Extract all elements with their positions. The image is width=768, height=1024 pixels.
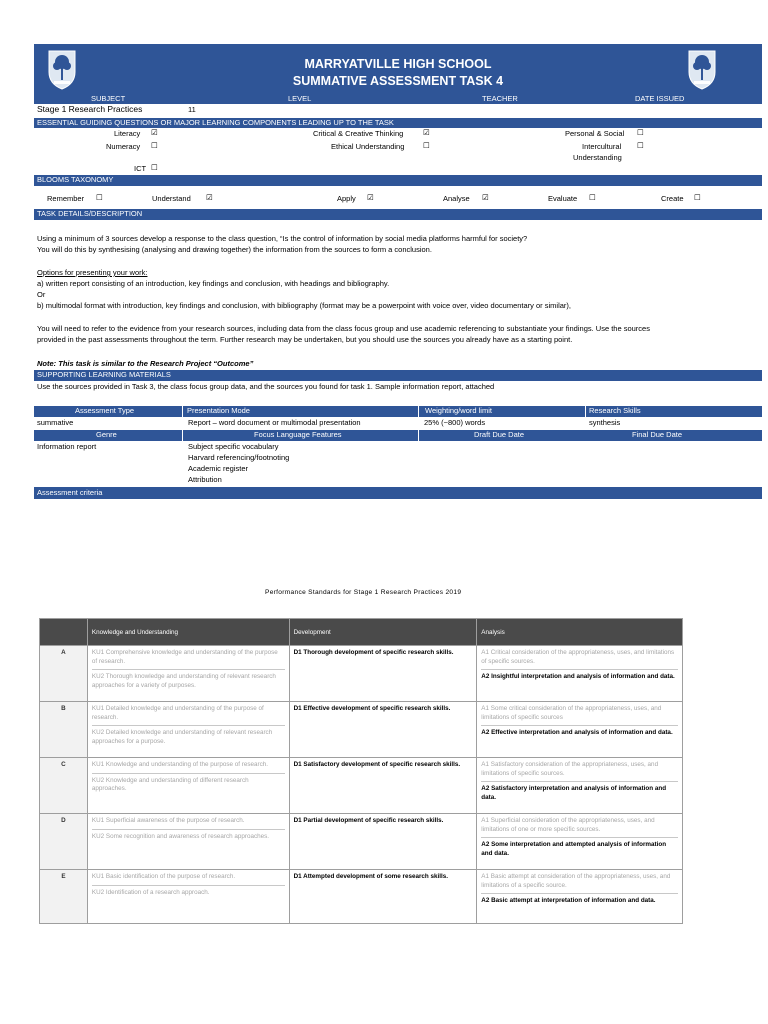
grade-d: D xyxy=(40,814,88,870)
a2-text: A2 Effective interpretation and analysis of information and data. xyxy=(481,725,678,741)
analysis-cell xyxy=(477,870,683,924)
evaluate-label: Evaluate xyxy=(548,194,578,203)
level-heading: LEVEL xyxy=(288,94,312,103)
research-skills-heading: Research Skills xyxy=(589,406,641,415)
criteria-title: Assessment criteria xyxy=(37,488,103,497)
ict-label: ICT xyxy=(134,164,147,173)
understand-label: Understand xyxy=(152,194,191,203)
a1-text: A1 Critical consideration of the appropriateness, uses, and limitations of specific sources. xyxy=(481,649,675,665)
ku2-text: KU2 Identification of a research approach. xyxy=(92,885,285,901)
personal-social-checkbox[interactable]: ☐ xyxy=(637,128,644,137)
grade-column-header xyxy=(40,619,88,646)
understand-checkbox[interactable]: ☑ xyxy=(206,193,213,202)
ku1-text: KU1 Superficial awareness of the purpose of research. xyxy=(91,817,245,824)
ku2-text: KU2 Thorough knowledge and understanding of relevant research approaches for a variety of purposes. xyxy=(92,669,285,693)
date-issued-heading: DATE ISSUED xyxy=(635,94,685,103)
ku2-text: KU2 Some recognition and awareness of research approaches. xyxy=(92,829,285,845)
info-bar xyxy=(34,94,762,104)
numeracy-checkbox[interactable]: ☐ xyxy=(151,141,158,150)
focus-feature-3: Academic register xyxy=(188,464,249,473)
subject-value: Stage 1 Research Practices xyxy=(37,104,143,114)
development-column-header: Development xyxy=(289,619,477,646)
ku1-text: KU1 Comprehensive knowledge and understanding of the purpose of research. xyxy=(91,649,278,665)
final-due-heading: Final Due Date xyxy=(632,430,683,439)
options-title: Options for presenting your work: xyxy=(37,268,148,277)
development-cell: D1 Thorough development of specific research skills. xyxy=(289,646,477,702)
grade-b: B xyxy=(40,702,88,758)
remember-label: Remember xyxy=(47,194,85,203)
a2-text: A2 Basic attempt at interpretation of information and data. xyxy=(481,893,678,909)
evaluate-checkbox[interactable]: ☐ xyxy=(589,193,596,202)
school-name: MARRYATVILLE HIGH SCHOOL xyxy=(304,57,492,71)
assessment-type-heading: Assessment Type xyxy=(75,406,135,415)
focus-feature-4: Attribution xyxy=(188,475,222,484)
table-row xyxy=(40,758,683,814)
research-skills-value: synthesis xyxy=(589,418,621,427)
task-line-2: You will do this by synthesising (analysing and drawing together) the information from the sources to form a conclusion. xyxy=(37,245,432,254)
development-cell: D1 Attempted development of some research skills. xyxy=(289,870,477,924)
presentation-mode-heading: Presentation Mode xyxy=(187,406,250,415)
intercultural-label: Intercultural xyxy=(582,142,622,151)
blooms-title: BLOOMS TAXONOMY xyxy=(37,175,114,184)
option-b: b) multimodal format with introduction, key findings and conclusion, with bibliography (format may be a powerpoint with voice over, video documentary or similar), xyxy=(37,301,571,310)
literacy-checkbox[interactable]: ☑ xyxy=(151,128,158,137)
ku1-text: KU1 Basic identification of the purpose of research. xyxy=(91,873,236,880)
table-row xyxy=(40,870,683,924)
analysis-cell xyxy=(477,646,683,702)
knowledge-cell xyxy=(87,870,289,924)
grade-c: C xyxy=(40,758,88,814)
focus-language-heading: Focus Language Features xyxy=(254,430,342,439)
task-note: Note: This task is similar to the Research Project “Outcome” xyxy=(37,359,254,368)
critical-thinking-checkbox[interactable]: ☑ xyxy=(423,128,430,137)
ethical-label: Ethical Understanding xyxy=(331,142,405,151)
development-cell: D1 Partial development of specific research skills. xyxy=(289,814,477,870)
critical-thinking-label: Critical & Creative Thinking xyxy=(313,129,404,138)
task-title: SUMMATIVE ASSESSMENT TASK 4 xyxy=(292,74,504,88)
supporting-text: Use the sources provided in Task 3, the class focus group data, and the sources you found for task 1. Sample information report, attached xyxy=(37,382,495,391)
supporting-bar xyxy=(34,370,762,381)
analysis-cell xyxy=(477,758,683,814)
knowledge-cell xyxy=(87,814,289,870)
evidence-line-2: provided in the past assessments throughout the term. Further research may be undertaken, but you should use the sources you already have as a starting point. xyxy=(37,335,573,344)
literacy-label: Literacy xyxy=(114,129,141,138)
blooms-bar xyxy=(34,175,762,186)
level-value: 11 xyxy=(188,105,196,114)
performance-title: Performance Standards for Stage 1 Research Practices 2019 xyxy=(265,589,462,596)
ku2-text: KU2 Knowledge and understanding of different research approaches. xyxy=(92,773,285,797)
create-label: Create xyxy=(661,194,684,203)
a1-text: A1 Superficial consideration of the appropriateness, uses, and limitations of one or more specific sources. xyxy=(481,817,655,833)
remember-checkbox[interactable]: ☐ xyxy=(96,193,103,202)
a1-text: A1 Satisfactory consideration of the appropriateness, uses, and limitations of specific sources. xyxy=(481,761,659,777)
analysis-cell xyxy=(477,702,683,758)
a2-text: A2 Some interpretation and attempted analysis of information and data. xyxy=(481,837,678,861)
knowledge-cell xyxy=(87,758,289,814)
option-or: Or xyxy=(37,290,46,299)
weighting-value: 25% (~800) words xyxy=(424,418,486,427)
numeracy-label: Numeracy xyxy=(106,142,141,151)
option-a: a) written report consisting of an introduction, key findings and conclusion, with headings and bibliography. xyxy=(37,279,390,288)
assessment-header-bar xyxy=(34,406,762,417)
task-title: TASK DETAILS/DESCRIPTION xyxy=(37,209,143,218)
analysis-cell xyxy=(477,814,683,870)
analyse-checkbox[interactable]: ☑ xyxy=(482,193,489,202)
school-crest-right-icon xyxy=(686,48,718,90)
supporting-title: SUPPORTING LEARNING MATERIALS xyxy=(37,370,171,379)
ku1-text: KU1 Knowledge and understanding of the purpose of research. xyxy=(91,761,269,768)
ethical-checkbox[interactable]: ☐ xyxy=(423,141,430,150)
grade-a: A xyxy=(40,646,88,702)
development-cell: D1 Effective development of specific research skills. xyxy=(289,702,477,758)
divider xyxy=(418,430,419,441)
analysis-column-header: Analysis xyxy=(477,619,683,646)
assessment-type-value: summative xyxy=(37,418,74,427)
table-row xyxy=(40,646,683,702)
a2-text: A2 Satisfactory interpretation and analysis of information and data. xyxy=(481,781,678,805)
presentation-mode-value: Report – word document or multimodal presentation xyxy=(188,418,361,427)
intercultural-checkbox[interactable]: ☐ xyxy=(637,141,644,150)
development-cell: D1 Satisfactory development of specific research skills. xyxy=(289,758,477,814)
table-row xyxy=(40,814,683,870)
evidence-line-1: You will need to refer to the evidence from your research sources, including data from the class focus group and use academic referencing to substantiate your findings. Use the sources xyxy=(37,324,650,333)
focus-feature-2: Harvard referencing/footnoting xyxy=(188,453,290,462)
divider xyxy=(585,406,586,417)
draft-due-heading: Draft Due Date xyxy=(474,430,525,439)
weighting-heading: Weighting/word limit xyxy=(425,406,492,415)
teacher-heading: TEACHER xyxy=(482,94,518,103)
performance-header-row xyxy=(40,619,683,646)
school-header xyxy=(34,44,762,94)
personal-social-label: Personal & Social xyxy=(565,129,625,138)
analyse-label: Analyse xyxy=(443,194,470,203)
a2-text: A2 Insightful interpretation and analysis of information and data. xyxy=(481,669,678,685)
apply-checkbox[interactable]: ☑ xyxy=(367,193,374,202)
genre-heading: Genre xyxy=(96,430,117,439)
knowledge-column-header: Knowledge and Understanding xyxy=(87,619,289,646)
intercultural-label-2: Understanding xyxy=(573,153,622,162)
divider xyxy=(182,430,183,441)
ict-checkbox[interactable]: ☐ xyxy=(151,163,158,172)
grade-e: E xyxy=(40,870,88,924)
apply-label: Apply xyxy=(337,194,356,203)
divider xyxy=(418,406,419,417)
ku2-text: KU2 Detailed knowledge and understanding of relevant research approaches for a purpose. xyxy=(92,725,285,749)
genre-header-bar xyxy=(34,430,762,441)
create-checkbox[interactable]: ☐ xyxy=(694,193,701,202)
ku1-text: KU1 Detailed knowledge and understanding of the purpose of research. xyxy=(91,705,264,721)
criteria-bar xyxy=(34,487,762,499)
performance-standards-table xyxy=(39,618,683,924)
divider xyxy=(182,406,183,417)
knowledge-cell xyxy=(87,702,289,758)
genre-value: Information report xyxy=(37,442,97,451)
focus-feature-1: Subject specific vocabulary xyxy=(188,442,279,451)
essential-title: ESSENTIAL GUIDING QUESTIONS OR MAJOR LEARNING COMPONENTS LEADING UP TO THE TASK xyxy=(37,118,394,127)
essential-bar xyxy=(34,118,762,128)
table-row xyxy=(40,702,683,758)
a1-text: A1 Some critical consideration of the appropriateness, uses, and limitations of specific sources xyxy=(481,705,662,721)
task-line-1: Using a minimum of 3 sources develop a response to the class question, “Is the control of information by social media platforms harmful for society? xyxy=(37,234,528,243)
subject-heading: SUBJECT xyxy=(91,94,126,103)
task-bar xyxy=(34,209,762,220)
knowledge-cell xyxy=(87,646,289,702)
a1-text: A1 Basic attempt at consideration of the appropriateness, uses, and limitations of a specific source. xyxy=(481,873,671,889)
